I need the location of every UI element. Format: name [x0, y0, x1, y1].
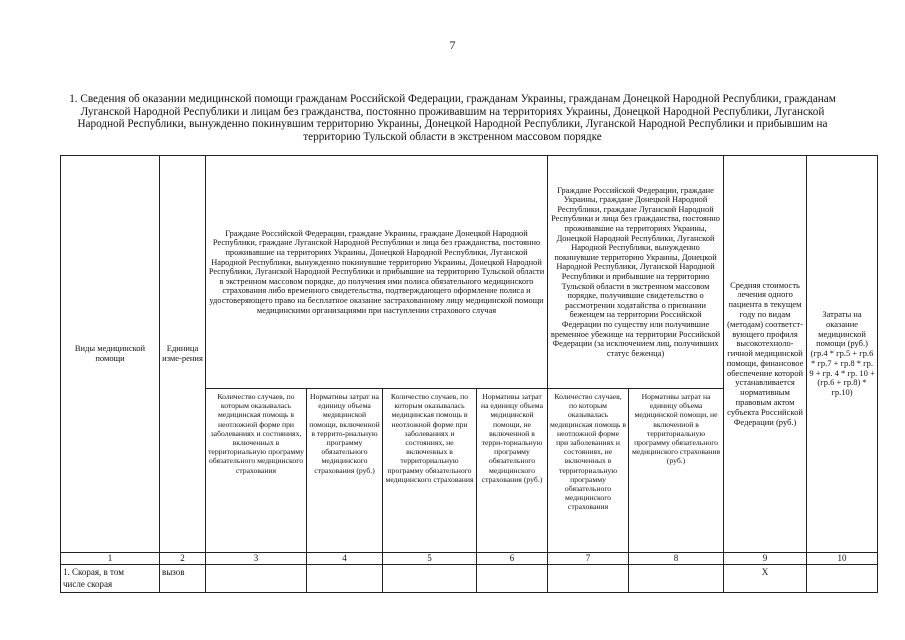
- header-col4: Нормативы затрат на единицу объема медицинской помощи, включенной в террито-риальную программу обязательного медицинского страхования (руб.): [307, 389, 383, 553]
- column-number: 9: [724, 553, 807, 565]
- cell-col8: [629, 565, 724, 593]
- page-number: 7: [449, 38, 456, 52]
- row-label-ambulance: [61, 565, 160, 593]
- header-total-costs: Затраты на оказание медицинской помощи (руб.) (гр.4 * гр.5 + гр.6 * гр.7 + гр.8 * гр. 9 + гр. 4 * гр. 10 + (гр.6 + гр.8) * гр.10): [807, 156, 878, 553]
- row-label-line: числе скорая: [63, 579, 113, 589]
- column-number: 10: [807, 553, 878, 565]
- cell-col5: [383, 565, 477, 593]
- cell-col3: [206, 565, 307, 593]
- column-numbers-row: [61, 553, 878, 565]
- table-header-row: [61, 156, 878, 389]
- column-number: 8: [629, 553, 724, 565]
- header-col8: Нормативы затрат на единицу объема медицинской помощи, не включенной в территориальную программу обязательного медицинского страхования (руб.): [629, 389, 724, 553]
- header-group-no-policy: Граждане Российской Федерации, граждане Украины, граждане Донецкой Народной Республики, граждане Луганской Народной Республики и лица без гражданства, постоянно проживавшие на территориях Украины, Донецкой Народной Республики, Луганской Народной Республики, вынужденно покинувшие территорию Украины, Донецкой Народной Республики, Луганской Народной Республики и прибывшие на территорию Тульской области в экстренном массовом порядке, до получения ими полиса обязательного медицинского страхования либо временного свидетельства, подтверждающего оформление полиса и удостоверяющего право на бесплатное оказание застрахованному лицу медицинской помощи медицинскими организациями при наступлении страхового случая: [206, 156, 548, 389]
- header-col3: Количество случаев, по которым оказывалась медицинская помощь в неотложной форме при заболеваниях и состояниях, включенных в территориальную программу обязательного медицинского страхования: [206, 389, 307, 553]
- cell-col6: [477, 565, 548, 593]
- table-row: [61, 565, 878, 593]
- section-heading: 1. Сведения об оказании медицинской помощи гражданам Российской Федерации, гражданам Украины, гражданам Донецкой Народной Республики, гражданам Луганской Народной Республики и лицам без гражданства, постоянно проживавшим на территориях Украины, Донецкой Народной Республики, Луганской Народной Республики, вынужденно покинувшим территорию Украины, Донецкой Народной Республики, Луганской Народной Республики и прибывшим на территорию Тульской области в экстренном массовом порядке: [69, 93, 836, 143]
- header-col7: Количество случаев, по которым оказывалась медицинская помощь в неотложной форме при заболеваниях и состояниях, не включенных в территориальную программу обязательного медицинского страхования: [548, 389, 629, 553]
- header-col5: Количество случаев, по которым оказывалась медицинская помощь в неотложной форме при заболеваниях и состояниях, не включенных в территориальную программу обязательного медицинского страхования: [383, 389, 477, 553]
- cell-col4: [307, 565, 383, 593]
- header-types-of-care: Виды медицинской помощи: [61, 156, 160, 553]
- header-unit: Единица изме-рения: [160, 156, 206, 553]
- row-label-line: 1. Скорая, в том: [63, 567, 124, 577]
- cell-col9: Х: [724, 565, 807, 593]
- data-table: [60, 155, 878, 593]
- header-average-cost: Средняя стоимость лечения одного пациента в текущем году по видам (методам) соответст-вующего профиля высокотехноло-гичной медицинской помощи, финансовое обеспечение которой устанавливается нормативным правовым актом субъекта Российской Федерации (руб.): [724, 156, 807, 553]
- column-number: 6: [477, 553, 548, 565]
- column-number: 3: [206, 553, 307, 565]
- header-group-refugee-certificate: Граждане Российской Федерации, граждане Украины, граждане Донецкой Народной Республики, граждане Луганской Народной Республики и лица без гражданства, постоянно проживавшие на территориях Украины, Донецкой Народной Республики, Луганской Народной Республики, вынужденно покинувшие территорию Украины, Донецкой Народной Республики, Луганской Народной Республики и прибывшие на территорию Тульской области в экстренном массовом порядке, получившие свидетельство о рассмотрении ходатайства о признании беженцем на территории Российской Федерации по существу или получившие временное убежище на территории Российской Федерации (за исключением лиц, получивших статус беженца): [548, 156, 724, 389]
- cell-col7: [548, 565, 629, 593]
- column-number: 4: [307, 553, 383, 565]
- row-unit: вызов: [160, 565, 206, 593]
- column-number: 7: [548, 553, 629, 565]
- column-number: 5: [383, 553, 477, 565]
- header-col6: Нормативы затрат на единицу объема медицинской помощи, не включенной в терри-ториальную программу обязательного медицинского страхования (руб.): [477, 389, 548, 553]
- column-number: 1: [61, 553, 160, 565]
- column-number: 2: [160, 553, 206, 565]
- cell-col10: [807, 565, 878, 593]
